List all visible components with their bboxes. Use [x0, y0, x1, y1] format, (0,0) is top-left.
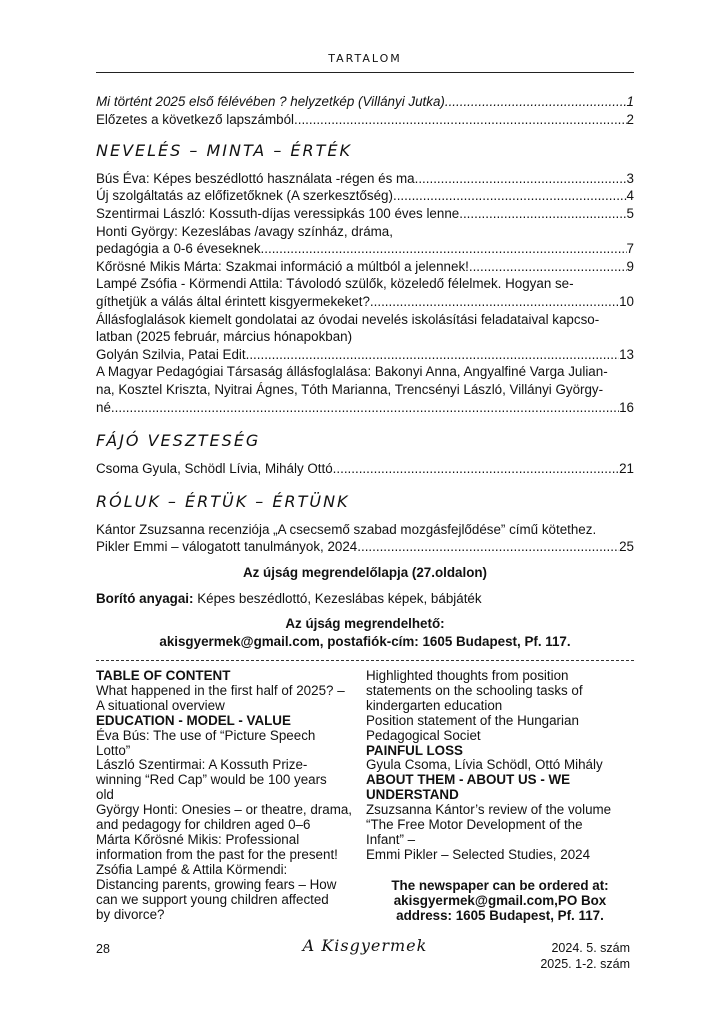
page	[96, 0, 634, 1021]
toc-entry: né ..... 16	[96, 399, 634, 417]
english-line: Infant” –	[366, 831, 416, 847]
toc-entry-line: Állásfoglalások kiemelt gondolatai az óvodai nevelés iskolásítási feladataival kapcso-	[96, 311, 600, 327]
issue-line: 2025. 1-2. szám	[540, 957, 630, 971]
english-line: Márta Kőrösné Mikis: Professional	[96, 831, 300, 847]
header-rule	[96, 72, 634, 73]
toc-entry: Új szolgáltatás az előfizetőknek (A szerkesztőség) ..... 4	[96, 187, 634, 205]
order-contact: akisgyermek@gmail.com, postafiók-cím: 1605 Budapest, Pf. 117.	[159, 633, 571, 649]
page-number: 28	[96, 942, 110, 956]
toc-entry: Előzetes a következő lapszámból ..... 2	[96, 111, 634, 129]
toc-entry: Mi történt 2025 első félévében ? helyzetkép (Villányi Jutka) ..... 1	[96, 93, 634, 111]
toc-entry-line: A Magyar Pedagógiai Társaság állásfoglalása: Bakonyi Anna, Angyalfiné Varga Julian-	[96, 364, 608, 380]
toc-entry-line: na, Kosztel Kriszta, Nyitrai Ágnes, Tóth Marianna, Trencsényi László, Villányi György-	[96, 381, 604, 397]
english-line: Lotto”	[96, 742, 131, 758]
english-heading: UNDERSTAND	[366, 787, 459, 803]
english-summary	[96, 669, 634, 924]
english-line: Zsófia Lampé & Attila Körmendi:	[96, 861, 288, 877]
page-header-title: TARTALOM	[328, 52, 402, 65]
english-line: What happened in the first half of 2025? –	[96, 682, 345, 698]
section-heading: NEVELÉS – MINTA – ÉRTÉK	[96, 141, 352, 161]
toc-entry: Pikler Emmi – válogatott tanulmányok, 2024. ..... 25	[96, 538, 634, 556]
english-order	[366, 879, 634, 924]
english-line: Éva Bús: The use of “Picture Speech	[96, 727, 316, 743]
cover-note: Borító anyagai: Képes beszédlottó, Kezeslábas képek, bábjáték	[96, 590, 482, 606]
english-heading: ABOUT THEM - ABOUT US - WE	[366, 772, 571, 788]
english-line: “The Free Motor Development of the	[366, 817, 583, 833]
english-heading: EDUCATION - MODEL - VALUE	[96, 712, 291, 728]
english-line: can we support young children affected	[96, 891, 329, 907]
toc-entry-line: Lampé Zsófia - Körmendi Attila: Távolodó szülők, közeledő félelmek. Hogyan se-	[96, 276, 574, 292]
section-heading: RÓLUK – ÉRTÜK – ÉRTÜNK	[96, 492, 350, 512]
english-line: winning “Red Cap” would be 100 years	[96, 772, 327, 788]
toc-entry: Golyán Szilvia, Patai Edit ..... 13	[96, 346, 634, 364]
english-order-line: The newspaper can be ordered at:	[391, 877, 609, 893]
section-heading: FÁJÓ VESZTESÉG	[96, 431, 261, 451]
toc-entry-line: Honti György: Kezeslábas /avagy színház, dráma,	[96, 223, 393, 239]
english-line: statements on the schooling tasks of	[366, 682, 583, 698]
issue-line: 2024. 5. szám	[551, 941, 630, 955]
english-line: Gyula Csoma, Lívia Schödl, Ottó Mihály	[366, 757, 603, 773]
issue-info	[540, 940, 630, 972]
english-line: A situational overview	[96, 697, 225, 713]
english-line: old	[96, 787, 114, 803]
english-order-line: akisgyermek@gmail.com,PO Box	[393, 892, 607, 908]
toc-entry-line: latban (2025 február, március hónapokban)	[96, 329, 353, 345]
english-line: and pedagogy for children aged 0–6	[96, 817, 311, 833]
toc-entry-line: Kántor Zsuzsanna recenziója „A csecsemő szabad mozgásfejlődése” című kötethez.	[96, 521, 597, 537]
toc-entry: Bús Éva: Képes beszédlottó használata -régen és ma ..... 3	[96, 170, 634, 188]
english-line: kindergarten education	[366, 697, 503, 713]
english-line: Distancing parents, growing fears – How	[96, 876, 337, 892]
english-line: György Honti: Onesies – or theatre, drama,	[96, 802, 353, 818]
english-summary-right	[366, 669, 634, 924]
toc-entry: gíthetjük a válás által érintett kisgyermekeket? ..... 10	[96, 293, 634, 311]
toc-entry: Csoma Gyula, Schödl Lívia, Mihály Ottó ..... 21	[96, 460, 634, 478]
english-heading: TABLE OF CONTENT	[96, 668, 231, 683]
english-order-line: address: 1605 Budapest, Pf. 117.	[396, 907, 604, 923]
english-summary-right-list	[366, 669, 634, 863]
toc-entry: Szentirmai László: Kossuth-díjas veressipkás 100 éves lenne ..... 5	[96, 205, 634, 223]
english-line: Position statement of the Hungarian	[366, 712, 579, 728]
order-form-note: Az újság megrendelőlapja (27.oldalon)	[242, 565, 488, 581]
english-heading: PAINFUL LOSS	[366, 742, 463, 758]
table-of-contents	[96, 93, 634, 650]
english-summary-left	[96, 669, 366, 924]
toc-entry: pedagógia a 0-6 éveseknek ..... 7	[96, 240, 634, 258]
english-line: László Szentirmai: A Kossuth Prize-	[96, 757, 308, 773]
english-line: Pedagogical Societ	[366, 727, 481, 743]
magazine-name: A Kisgyermek	[302, 936, 428, 955]
english-line: information from the past for the present!	[96, 846, 338, 862]
english-line: Highlighted thoughts from position	[366, 668, 569, 683]
english-line: by divorce?	[96, 906, 165, 922]
order-title: Az újság megrendelhető:	[285, 616, 445, 632]
dashed-divider	[96, 660, 634, 661]
english-line: Zsuzsanna Kántor’s review of the volume	[366, 802, 612, 818]
toc-entry: Kőrösné Mikis Márta: Szakmai információ a múltból a jelennek! ..... 9	[96, 258, 634, 276]
english-line: Emmi Pikler – Selected Studies, 2024	[366, 846, 591, 862]
